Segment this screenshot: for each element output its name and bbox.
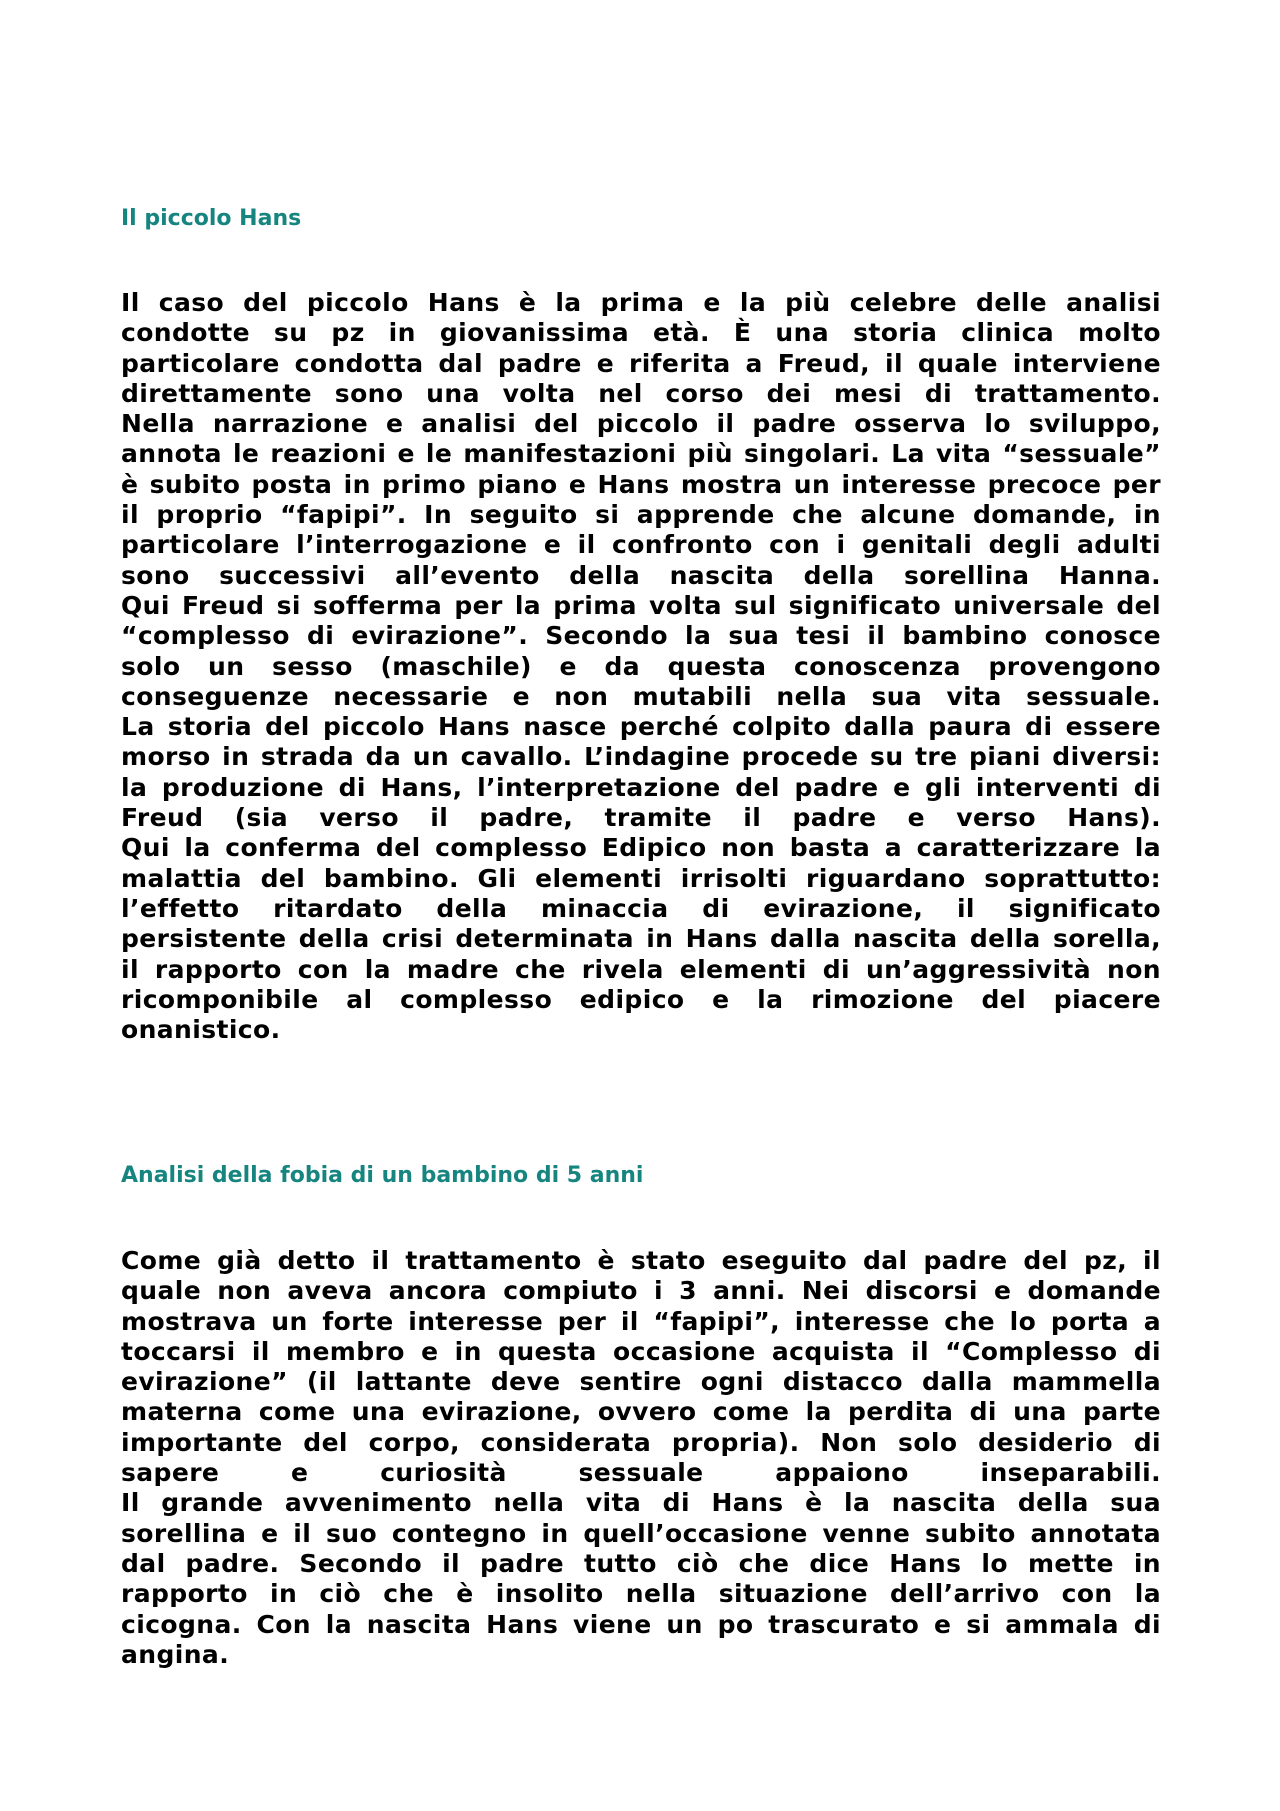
section-paragraph — [121, 1246, 1161, 1670]
text-line: materna come una evirazione, ovvero come la perdita di una parte — [121, 1397, 1161, 1427]
text-line: quale non aveva ancora compiuto i 3 anni. Nei discorsi e domande — [121, 1276, 1161, 1306]
text-line: particolare l’interrogazione e il confronto con i genitali degli adulti — [121, 530, 1161, 560]
text-line: dal padre. Secondo il padre tutto ciò che dice Hans lo mette in — [121, 1548, 1161, 1578]
text-line: la produzione di Hans, l’interpretazione del padre e gli interventi di — [121, 772, 1161, 802]
text-line: Il caso del piccolo Hans è la prima e la più celebre delle analisi — [121, 288, 1161, 317]
text-line: Come già detto il trattamento è stato eseguito dal padre del pz, il — [121, 1246, 1161, 1275]
text-line: è subito posta in primo piano e Hans mostra un interesse precoce per — [121, 469, 1161, 499]
text-line: Il grande avvenimento nella vita di Hans è la nascita della sua — [121, 1488, 1161, 1518]
section-title: Il piccolo Hans — [121, 206, 302, 231]
text-line: onanistico. — [121, 1015, 281, 1045]
text-line: Qui Freud si sofferma per la prima volta sul significato universale del — [121, 590, 1161, 620]
text-line: cicogna. Con la nascita Hans viene un po trascurato e si ammala di — [121, 1609, 1161, 1639]
text-line: il rapporto con la madre che rivela elementi di un’aggressività non — [121, 954, 1161, 984]
text-line: sono successivi all’evento della nascita della sorellina Hanna. — [121, 560, 1161, 590]
text-line: La storia del piccolo Hans nasce perché colpito dalla paura di essere — [121, 712, 1161, 742]
text-line: conseguenze necessarie e non mutabili nella sua vita sessuale. — [121, 681, 1161, 711]
text-line: toccarsi il membro e in questa occasione acquista il “Complesso di — [121, 1336, 1161, 1366]
text-line: evirazione” (il lattante deve sentire ogni distacco dalla mammella — [121, 1367, 1161, 1397]
text-line: particolare condotta dal padre e riferita a Freud, il quale interviene — [121, 348, 1161, 378]
text-line: persistente della crisi determinata in Hans dalla nascita della sorella, — [121, 924, 1161, 954]
text-line: rapporto in ciò che è insolito nella situazione dell’arrivo con la — [121, 1579, 1161, 1609]
text-line: Freud (sia verso il padre, tramite il padre e verso Hans). — [121, 803, 1161, 833]
text-line: direttamente sono una volta nel corso dei mesi di trattamento. — [121, 378, 1161, 408]
section-paragraph — [121, 288, 1161, 1045]
text-line: mostrava un forte interesse per il “fapipi”, interesse che lo porta a — [121, 1306, 1161, 1336]
text-line: sapere e curiosità sessuale appaiono inseparabili. — [121, 1458, 1161, 1488]
text-line: morso in strada da un cavallo. L’indagine procede su tre piani diversi: — [121, 742, 1161, 772]
text-line: il proprio “fapipi”. In seguito si apprende che alcune domande, in — [121, 500, 1161, 530]
text-line: ricomponibile al complesso edipico e la rimozione del piacere — [121, 984, 1161, 1014]
text-line: “complesso di evirazione”. Secondo la sua tesi il bambino conosce — [121, 621, 1161, 651]
text-line: annota le reazioni e le manifestazioni più singolari. La vita “sessuale” — [121, 439, 1161, 469]
text-line: sorellina e il suo contegno in quell’occasione venne subito annotata — [121, 1518, 1161, 1548]
text-line: Nella narrazione e analisi del piccolo il padre osserva lo sviluppo, — [121, 409, 1161, 439]
text-line: Qui la conferma del complesso Edipico non basta a caratterizzare la — [121, 833, 1161, 863]
text-line: solo un sesso (maschile) e da questa conoscenza provengono — [121, 651, 1161, 681]
section-title: Analisi della fobia di un bambino di 5 anni — [121, 1163, 644, 1188]
text-line: malattia del bambino. Gli elementi irrisolti riguardano soprattutto: — [121, 863, 1161, 893]
text-line: l’effetto ritardato della minaccia di evirazione, il significato — [121, 893, 1161, 923]
text-line: angina. — [121, 1639, 230, 1669]
text-line: importante del corpo, considerata propria). Non solo desiderio di — [121, 1427, 1161, 1457]
text-line: condotte su pz in giovanissima età. È una storia clinica molto — [121, 318, 1161, 348]
